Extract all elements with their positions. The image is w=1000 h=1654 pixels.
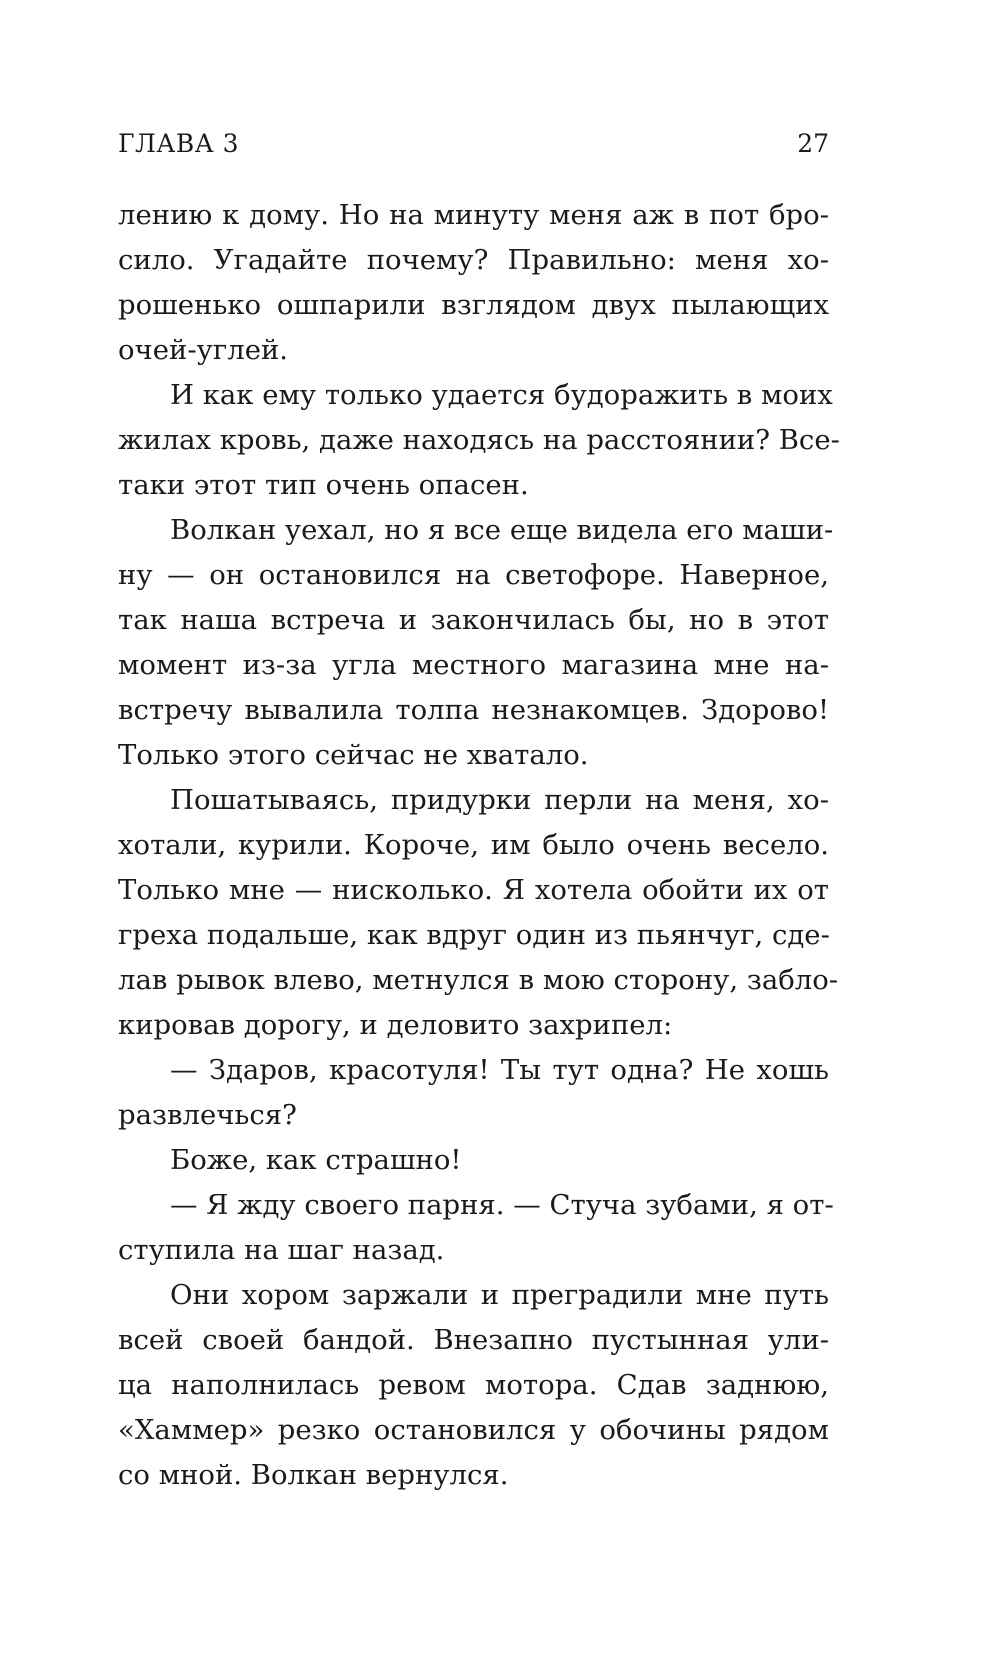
text-line: И как ему только удается будоражить в моих — [170, 379, 833, 411]
text-line: Только мне — нисколько. Я хотела обойти их от — [118, 874, 829, 906]
chapter-title: ГЛАВА 3 — [118, 129, 240, 158]
text-line: ступила на шаг назад. — [118, 1234, 445, 1266]
text-line: — Здаров, красотуля! Ты тут одна? Не хошь — [170, 1054, 829, 1086]
text-line: лав рывок влево, метнулся в мою сторону, забло- — [118, 964, 839, 996]
text-line: Только этого сейчас не хватало. — [118, 739, 589, 771]
text-line: со мной. Волкан вернулся. — [118, 1459, 509, 1491]
text-line: развлечься? — [118, 1099, 297, 1131]
text-line: всей своей бандой. Внезапно пустынная ули- — [118, 1324, 829, 1356]
text-line: Волкан уехал, но я все еще видела его маши- — [170, 514, 834, 546]
text-line: ну — он остановился на светофоре. Наверное, — [118, 559, 829, 591]
text-line: Боже, как страшно! — [170, 1144, 462, 1176]
body-text — [118, 193, 840, 1498]
text-line: сило. Угадайте почему? Правильно: меня хо- — [118, 244, 829, 276]
text-line: так наша встреча и закончилась бы, но в этот — [118, 604, 829, 636]
text-line: кировав дорогу, и деловито захрипел: — [118, 1009, 673, 1041]
text-line: ца наполнилась ревом мотора. Сдав заднюю, — [118, 1369, 829, 1401]
text-line: лению к дому. Но на минуту меня аж в пот бро- — [118, 199, 829, 231]
text-line: Пошатываясь, придурки перли на меня, хо- — [170, 784, 829, 816]
text-line: таки этот тип очень опасен. — [118, 469, 529, 501]
running-header — [118, 124, 829, 164]
text-line: встречу вывалила толпа незнакомцев. Здорово! — [118, 694, 829, 726]
text-line: момент из-за угла местного магазина мне на- — [118, 649, 829, 681]
text-line: греха подальше, как вдруг один из пьянчуг, сде- — [118, 919, 830, 951]
text-line: — Я жду своего парня. — Стуча зубами, я от- — [170, 1189, 834, 1221]
text-line: Они хором заржали и преградили мне путь — [170, 1279, 829, 1311]
text-line: «Хаммер» резко остановился у обочины рядом — [118, 1414, 829, 1446]
text-line: хотали, курили. Короче, им было очень весело. — [118, 829, 829, 861]
page-number: 27 — [797, 129, 829, 158]
text-line: рошенько ошпарили взглядом двух пылающих — [118, 289, 829, 321]
text-line: жилах кровь, даже находясь на расстоянии? Все- — [118, 424, 840, 456]
text-line: очей-углей. — [118, 334, 289, 366]
